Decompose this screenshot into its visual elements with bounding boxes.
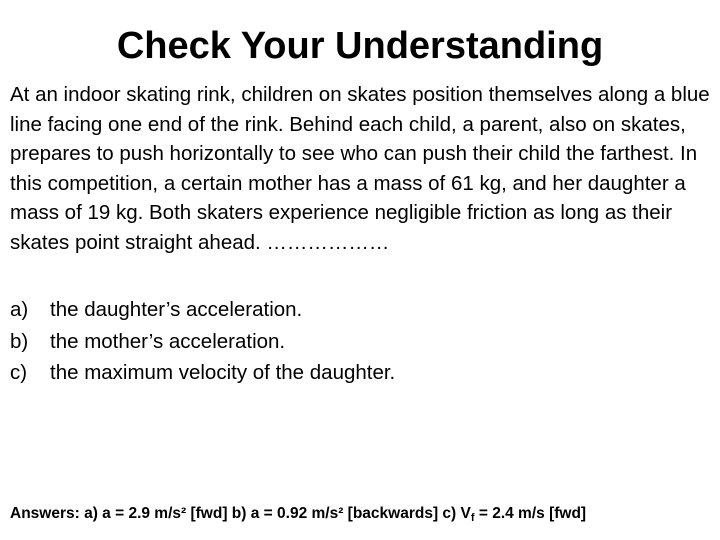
list-item: [10, 326, 710, 358]
list-item-text: the maximum velocity of the daughter.: [50, 361, 396, 384]
answers-lead: Answers: a) a = 2.9 m/s² [fwd] b) a = 0.92 m/s² [backwards] c) V: [10, 505, 471, 522]
list-marker: a): [10, 298, 29, 321]
list-marker: b): [10, 329, 29, 353]
question-list: [10, 294, 710, 389]
answers-subscript: f: [470, 512, 475, 524]
list-item-text: the daughter’s acceleration.: [50, 298, 303, 321]
list-item-text: the mother’s acceleration.: [50, 329, 286, 353]
list-item: [10, 294, 710, 326]
slide-title: Check Your Understanding: [116, 25, 604, 67]
answers-line: [10, 502, 715, 530]
list-marker: c): [10, 361, 28, 384]
problem-paragraph: At an indoor skating rink, children on skates position themselves along a blue line facing one end of the rink. Behind each child, a parent, also on skates, prepares to push horizontally to see who can push their child the farthest. In this competition, a certain mother has a mass of 61 kg, and her daughter a mass of 19 kg. Both skaters experience negligible friction as long as their skates point straight ahead. ………………: [10, 83, 710, 254]
list-item: [10, 357, 710, 389]
answers-tail: = 2.4 m/s [fwd]: [474, 505, 587, 522]
